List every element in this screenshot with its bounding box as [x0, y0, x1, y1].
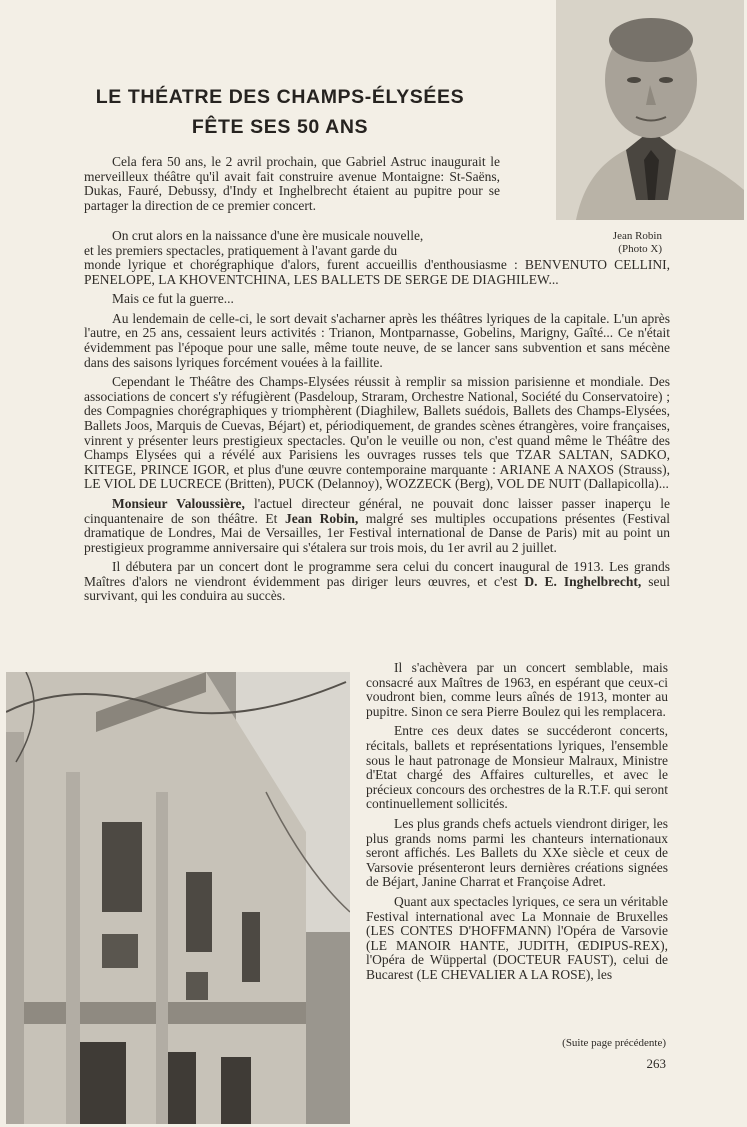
paragraph-2-rest: monde lyrique et chorégraphique d'alors, furent accueillis d'enthousiasme : BENVENUTO CELLINI, PENELOPE, LA KHOVENTCHINA, LES BALLETS DE SERGE DE DIAGHILEW... — [84, 257, 670, 287]
paragraph-7-part-b: seul survivant, qui les conduira au succès. — [84, 573, 671, 604]
paragraph-11: Quant aux spectacles lyriques, ce sera un véritable Festival international avec La Monnaie de Bruxelles (LES CONTES D'HOFFMANN) l'Opéra de Varsovie (LE MANOIR HANTE, JUDITH, ŒDIPUS-REX), l'Opéra de Wüppertal (DOCTEUR FAUST), celui de Bucarest (LE CHEVALIER A LA ROSE), les — [366, 893, 668, 982]
intro-paragraph — [84, 155, 500, 218]
paragraph-2-line-2: et les premiers spectacles, pratiquement à l'avant garde du — [84, 242, 398, 258]
caption-credit: (Photo X) — [618, 243, 662, 255]
paragraph-6-part-b: malgré ses multiples occupations présentes (Festival dramatique de Londres, Mai de Versailles, 1er Festival international de Danse de Paris) mit au point un prestigieux programme anniversaire qui s'étalera sur trois mois, du 1er avril au 2 juillet. — [84, 510, 670, 555]
name-inghelbrecht: D. E. Inghelbrecht, — [524, 573, 642, 589]
portrait-photo — [556, 0, 744, 220]
paragraph-9: Entre ces deux dates se succéderont concerts, récitals, ballets et représentations lyriques, l'ensemble sous le haut patronage de Monsieur Malraux, Ministre d'Etat chargé des Affaires culturelles, et avec le précieux concours des orchestres de la R.T.F. qui seront continuellement sollicités. — [366, 723, 668, 812]
paragraph-1: Cela fera 50 ans, le 2 avril prochain, que Gabriel Astruc inaugurait le merveilleux théâtre qu'il avait fait construire avenue Montaigne: St-Saëns, Dukas, Fauré, Debussy, d'Indy et Inghelbrecht étaient au pupitre pour se partager la direction de ce premier concert. — [84, 154, 500, 213]
paragraph-6 — [84, 497, 670, 555]
paragraph-6-part-a: l'actuel directeur général, ne pouvait donc laisser passer inaperçu le cinquantenaire de son théâtre. Et — [84, 495, 670, 526]
main-column — [84, 258, 670, 609]
paragraph-7-part-a: Il débutera par un concert dont le programme sera celui du concert inaugural de 1913. Les grands Maîtres d'alors ne viendront évidemment pas diriger leurs œuvres, et c'est — [84, 559, 670, 589]
theatre-photo — [6, 672, 350, 1124]
name-valoussiere: Monsieur Valoussière, — [112, 495, 245, 511]
paragraph-10: Les plus grands chefs actuels viendront diriger, les plus grands noms parmi les chanteurs internationaux seront affichés. Les Ballets du XXe siècle et ceux de Varsovie présenteront leurs dernières créations signées de Béjart, Janine Charrat et Françoise Adret. — [366, 815, 668, 890]
theatre-facade-illustration — [6, 672, 350, 1124]
paragraph-4: Au lendemain de celle-ci, le sort devait s'acharner après les théâtres lyriques de la capitale. L'un après l'autre, en 25 ans, cessaient leurs activités : Trianon, Montparnasse, Gobelins, Marigny, Gaîté... Ce n'était évidemment pas l'époque pour une salle, même toute neuve, de se lancer sans subvention et sans mécène dans des saisons lyriques forcément vouées à la faillite. — [84, 310, 670, 370]
right-column — [366, 661, 668, 987]
title-line-2: FÊTE SES 50 ANS — [191, 116, 369, 138]
photo-caption — [520, 230, 662, 256]
paragraph-5: Cependant le Théâtre des Champs-Elysées réussit à remplir sa mission parisienne et mondiale. Des associations de concert s'y réfugièrent (Pasdeloup, Straram, Orchestre National, Société du Conservatoire) ; des Compagnies chorégraphiques y triomphèrent (Diaghilew, Ballets suédois, Ballets des Champs-Elysées, Ballets Joos, Marquis de Cuevas, Béjart) et, périodiquement, de grandes scènes étrangères, voire françaises, vinrent y présenter leurs prestigieux spectacles. Qu'on le veuille ou non, c'est quand même le Théâtre des Champs Elysées qui a révélé aux Parisiens les ouvrages russes tels que TZAR SALTAN, SADKO, KITEGE, PRINCE IGOR, et plus d'une œuvre contemporaine marquante : ARIANE A NAXOS (Strauss), LE VIOL DE LUCRECE (Britten), PUCK (Delannoy), WOZZECK (Berg), VOL DE NUIT (Dallapicolla)... — [84, 374, 670, 492]
continued-note: (Suite page précédente) — [562, 1037, 666, 1049]
name-jean-robin: Jean Robin, — [285, 510, 359, 526]
article-title — [60, 82, 500, 142]
paragraph-7 — [84, 560, 670, 604]
paragraph-3: Mais ce fut la guerre... — [112, 291, 234, 307]
page-number: 263 — [646, 1056, 666, 1071]
portrait-illustration — [556, 0, 744, 220]
intro-paragraph-2 — [84, 229, 504, 258]
paragraph-8: Il s'achèvera par un concert semblable, mais consacré aux Maîtres de 1963, en espérant que ceux-ci voudront bien, comme leurs aînés de 1913, monter au pupitre. Sinon ce sera Pierre Boulez qui les remplacera. — [366, 660, 668, 719]
paragraph-2-line-1: On crut alors en la naissance d'une ère musicale nouvelle, — [112, 228, 424, 243]
title-line-1: LE THÉATRE DES CHAMPS-ÉLYSÉES — [95, 86, 465, 108]
caption-name: Jean Robin — [612, 230, 662, 242]
